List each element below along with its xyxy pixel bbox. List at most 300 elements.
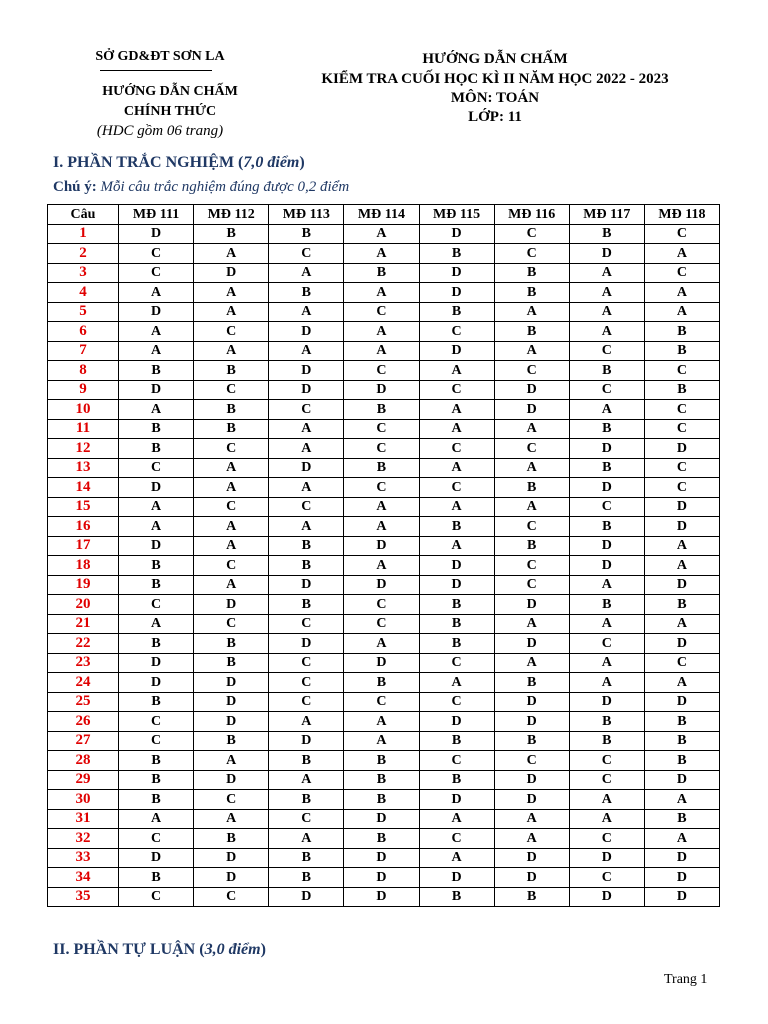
answer-cell: D — [569, 439, 644, 459]
answer-cell: A — [569, 263, 644, 283]
answer-cell: A — [569, 322, 644, 342]
question-number: 29 — [48, 770, 119, 790]
answer-cell: D — [119, 224, 194, 244]
answer-cell: D — [644, 517, 719, 537]
question-number: 25 — [48, 692, 119, 712]
table-row — [48, 770, 720, 790]
answer-cell: B — [119, 634, 194, 654]
header-exam-code: MĐ 115 — [419, 205, 494, 225]
answer-cell: B — [344, 829, 419, 849]
answer-cell: A — [419, 458, 494, 478]
answer-cell: B — [194, 400, 269, 420]
table-row — [48, 341, 720, 361]
answer-cell: C — [644, 224, 719, 244]
answer-cell: D — [119, 478, 194, 498]
answer-cell: C — [494, 224, 569, 244]
answer-cell: B — [119, 770, 194, 790]
answer-cell: A — [344, 224, 419, 244]
answer-cell: B — [419, 887, 494, 907]
answer-cell: C — [194, 614, 269, 634]
question-number: 30 — [48, 790, 119, 810]
question-number: 12 — [48, 439, 119, 459]
answer-cell: D — [344, 848, 419, 868]
answer-cell: A — [569, 809, 644, 829]
section-2-title: II. PHẦN TỰ LUẬN ( — [53, 941, 205, 958]
table-row — [48, 244, 720, 264]
answer-cell: D — [269, 575, 344, 595]
answer-cell: A — [269, 770, 344, 790]
section-2-heading — [53, 941, 266, 959]
answer-cell: B — [119, 790, 194, 810]
answer-cell: B — [494, 887, 569, 907]
answer-cell: C — [119, 731, 194, 751]
answer-cell: A — [119, 614, 194, 634]
table-row — [48, 731, 720, 751]
answer-cell: A — [269, 478, 344, 498]
answer-cell: B — [119, 575, 194, 595]
answer-cell: A — [494, 497, 569, 517]
section-1-close: ) — [299, 154, 305, 171]
answer-cell: D — [194, 673, 269, 693]
question-number: 4 — [48, 283, 119, 303]
question-number: 34 — [48, 868, 119, 888]
answer-cell: D — [644, 887, 719, 907]
answer-cell: A — [269, 712, 344, 732]
answer-cell: D — [119, 848, 194, 868]
answer-cell: A — [119, 341, 194, 361]
question-number: 1 — [48, 224, 119, 244]
table-row — [48, 614, 720, 634]
question-number: 14 — [48, 478, 119, 498]
answer-cell: A — [269, 263, 344, 283]
answer-cell: B — [419, 634, 494, 654]
answer-cell: C — [194, 497, 269, 517]
answer-cell: D — [344, 536, 419, 556]
answer-cell: D — [269, 634, 344, 654]
question-number: 7 — [48, 341, 119, 361]
answer-cell: A — [644, 614, 719, 634]
answer-cell: D — [344, 380, 419, 400]
answer-cell: B — [344, 770, 419, 790]
answer-cell: D — [494, 848, 569, 868]
question-number: 32 — [48, 829, 119, 849]
answer-cell: A — [119, 322, 194, 342]
question-number: 22 — [48, 634, 119, 654]
answer-cell: C — [494, 556, 569, 576]
answer-cell: B — [569, 458, 644, 478]
answer-cell: A — [194, 517, 269, 537]
question-number: 11 — [48, 419, 119, 439]
answer-cell: C — [569, 751, 644, 771]
question-number: 23 — [48, 653, 119, 673]
scoring-note-label: Chú ý: — [53, 179, 97, 195]
answer-cell: D — [644, 868, 719, 888]
answer-cell: C — [269, 673, 344, 693]
answer-cell: B — [194, 361, 269, 381]
answer-cell: C — [419, 653, 494, 673]
answer-cell: D — [269, 887, 344, 907]
answer-cell: A — [644, 536, 719, 556]
question-number: 6 — [48, 322, 119, 342]
answer-cell: A — [194, 751, 269, 771]
answer-cell: B — [569, 419, 644, 439]
answer-cell: B — [569, 224, 644, 244]
answer-cell: A — [569, 614, 644, 634]
answer-cell: D — [194, 848, 269, 868]
answer-cell: C — [644, 458, 719, 478]
answer-cell: C — [344, 692, 419, 712]
answer-cell: D — [569, 692, 644, 712]
question-number: 10 — [48, 400, 119, 420]
answer-cell: C — [194, 556, 269, 576]
answer-cell: B — [644, 712, 719, 732]
answer-cell: C — [194, 322, 269, 342]
answer-cell: D — [569, 887, 644, 907]
answer-cell: D — [569, 244, 644, 264]
answer-cell: B — [644, 595, 719, 615]
answer-cell: C — [269, 244, 344, 264]
question-number: 2 — [48, 244, 119, 264]
header-exam-code: MĐ 113 — [269, 205, 344, 225]
answer-cell: A — [269, 302, 344, 322]
table-row — [48, 263, 720, 283]
answer-cell: A — [194, 536, 269, 556]
answer-cell: D — [569, 556, 644, 576]
answer-cell: D — [644, 692, 719, 712]
answer-cell: C — [569, 497, 644, 517]
answer-cell: B — [269, 283, 344, 303]
answer-cell: A — [269, 829, 344, 849]
header-exam-code: MĐ 117 — [569, 205, 644, 225]
answer-cell: A — [194, 244, 269, 264]
answer-cell: A — [344, 244, 419, 264]
answer-cell: A — [569, 302, 644, 322]
answer-cell: A — [494, 653, 569, 673]
answer-cell: B — [644, 341, 719, 361]
answer-cell: B — [269, 790, 344, 810]
answer-cell: D — [569, 848, 644, 868]
answer-cell: C — [419, 322, 494, 342]
table-row — [48, 439, 720, 459]
answer-cell: D — [194, 868, 269, 888]
answer-cell: B — [419, 244, 494, 264]
answer-cell: A — [569, 673, 644, 693]
page-number: Trang 1 — [664, 972, 708, 987]
answer-cell: A — [344, 283, 419, 303]
answer-cell: A — [269, 439, 344, 459]
answer-cell: D — [344, 809, 419, 829]
answer-cell: D — [194, 263, 269, 283]
table-row — [48, 283, 720, 303]
answer-cell: B — [119, 556, 194, 576]
answer-cell: D — [494, 770, 569, 790]
answer-cell: D — [644, 848, 719, 868]
exam-title: KIỂM TRA CUỐI HỌC KÌ II NĂM HỌC 2022 - 2023 — [321, 71, 669, 87]
answer-cell: C — [344, 439, 419, 459]
answer-cell: D — [419, 341, 494, 361]
header-exam-code: MĐ 111 — [119, 205, 194, 225]
answer-cell: C — [644, 478, 719, 498]
answer-cell: C — [494, 517, 569, 537]
answer-cell: B — [419, 770, 494, 790]
header-exam-code: MĐ 112 — [194, 205, 269, 225]
answer-cell: C — [419, 829, 494, 849]
table-row — [48, 497, 720, 517]
answer-cell: A — [569, 283, 644, 303]
question-number: 35 — [48, 887, 119, 907]
header-exam-code: MĐ 118 — [644, 205, 719, 225]
question-number: 8 — [48, 361, 119, 381]
answer-cell: D — [119, 673, 194, 693]
table-row — [48, 400, 720, 420]
answer-cell: C — [269, 614, 344, 634]
section-1-heading — [53, 154, 305, 172]
question-number: 15 — [48, 497, 119, 517]
answer-cell: B — [644, 322, 719, 342]
answer-cell: B — [194, 224, 269, 244]
question-number: 33 — [48, 848, 119, 868]
table-row — [48, 868, 720, 888]
table-row — [48, 302, 720, 322]
answer-cell: C — [569, 770, 644, 790]
answer-cell: B — [494, 673, 569, 693]
answer-cell: B — [494, 478, 569, 498]
answer-cell: A — [569, 400, 644, 420]
answer-cell: D — [419, 712, 494, 732]
answer-cell: B — [269, 751, 344, 771]
answer-cell: C — [569, 380, 644, 400]
answer-cell: B — [494, 536, 569, 556]
answer-cell: B — [269, 536, 344, 556]
answer-cell: B — [119, 439, 194, 459]
answer-cell: A — [494, 419, 569, 439]
department-name: SỞ GD&ĐT SƠN LA — [95, 49, 225, 64]
table-row — [48, 751, 720, 771]
table-row — [48, 712, 720, 732]
department-underline — [100, 70, 212, 71]
left-title-official: CHÍNH THỨC — [123, 104, 217, 119]
answer-cell: A — [344, 712, 419, 732]
question-number: 26 — [48, 712, 119, 732]
answer-cell: C — [194, 380, 269, 400]
answer-cell: D — [494, 400, 569, 420]
answer-cell: A — [194, 302, 269, 322]
answer-cell: C — [494, 361, 569, 381]
question-number: 27 — [48, 731, 119, 751]
answer-cell: C — [569, 868, 644, 888]
answer-cell: D — [119, 536, 194, 556]
header-exam-code: MĐ 116 — [494, 205, 569, 225]
scoring-note-text: Mỗi câu trắc nghiệm đúng được 0,2 điểm — [96, 179, 350, 195]
answer-cell: A — [569, 790, 644, 810]
answer-cell: A — [644, 283, 719, 303]
answer-cell: A — [194, 341, 269, 361]
table-row — [48, 595, 720, 615]
answer-cell: C — [644, 653, 719, 673]
answer-cell: B — [269, 224, 344, 244]
answer-cell: B — [194, 731, 269, 751]
answer-cell: D — [344, 575, 419, 595]
answer-cell: A — [119, 283, 194, 303]
answer-cell: B — [119, 361, 194, 381]
table-row — [48, 653, 720, 673]
answer-cell: A — [644, 673, 719, 693]
table-row — [48, 575, 720, 595]
answer-cell: B — [344, 458, 419, 478]
answer-cell: B — [269, 556, 344, 576]
answer-cell: C — [419, 751, 494, 771]
answer-cell: B — [194, 653, 269, 673]
answer-cell: A — [119, 517, 194, 537]
answer-cell: B — [494, 322, 569, 342]
answer-cell: D — [269, 458, 344, 478]
table-row — [48, 322, 720, 342]
question-number: 24 — [48, 673, 119, 693]
section-1-title: I. PHẦN TRẮC NGHIỆM ( — [53, 154, 244, 171]
answer-cell: D — [494, 790, 569, 810]
answer-cell: C — [494, 575, 569, 595]
answer-cell: D — [194, 712, 269, 732]
answer-cell: A — [644, 829, 719, 849]
answer-cell: A — [344, 322, 419, 342]
answer-cell: C — [644, 361, 719, 381]
answer-cell: A — [344, 341, 419, 361]
answer-cell: C — [644, 263, 719, 283]
section-2-close: ) — [260, 941, 266, 958]
answer-cell: C — [194, 887, 269, 907]
right-title-guide: HƯỚNG DẪN CHẤM — [422, 51, 568, 67]
answer-cell: D — [644, 497, 719, 517]
answer-cell: B — [419, 731, 494, 751]
answer-cell: A — [419, 809, 494, 829]
answer-cell: D — [494, 868, 569, 888]
answer-cell: A — [119, 400, 194, 420]
answer-cell: D — [269, 322, 344, 342]
answer-cell: C — [344, 419, 419, 439]
answer-cell: C — [269, 400, 344, 420]
answer-cell: C — [644, 400, 719, 420]
answer-cell: C — [494, 244, 569, 264]
answer-cell: C — [194, 439, 269, 459]
table-row — [48, 673, 720, 693]
answer-cell: A — [419, 400, 494, 420]
answer-cell: A — [344, 556, 419, 576]
answer-cell: B — [269, 848, 344, 868]
answer-cell: C — [119, 712, 194, 732]
answer-cell: A — [194, 458, 269, 478]
answer-cell: D — [644, 575, 719, 595]
answer-cell: B — [269, 868, 344, 888]
answer-cell: D — [569, 478, 644, 498]
section-1-points: 7,0 điểm — [243, 154, 300, 171]
answer-cell: C — [419, 478, 494, 498]
answer-cell: A — [194, 809, 269, 829]
answer-cell: C — [644, 419, 719, 439]
question-number: 16 — [48, 517, 119, 537]
answer-cell: A — [419, 361, 494, 381]
answer-cell: D — [269, 731, 344, 751]
answer-cell: B — [494, 731, 569, 751]
answer-cell: B — [569, 595, 644, 615]
answer-cell: A — [569, 575, 644, 595]
question-number: 17 — [48, 536, 119, 556]
answer-cell: A — [494, 614, 569, 634]
answer-cell: D — [194, 770, 269, 790]
header-exam-code: MĐ 114 — [344, 205, 419, 225]
table-row — [48, 536, 720, 556]
answer-cell: C — [569, 634, 644, 654]
answer-cell: D — [494, 712, 569, 732]
answer-cell: B — [569, 361, 644, 381]
answer-cell: B — [569, 712, 644, 732]
answer-cell: A — [269, 419, 344, 439]
answer-cell: D — [269, 361, 344, 381]
answer-cell: A — [419, 497, 494, 517]
answer-cell: A — [194, 478, 269, 498]
answer-cell: A — [419, 848, 494, 868]
answer-cell: A — [569, 653, 644, 673]
answer-cell: D — [419, 575, 494, 595]
answer-cell: D — [419, 224, 494, 244]
answer-cell: B — [419, 302, 494, 322]
question-number: 28 — [48, 751, 119, 771]
answer-cell: A — [344, 731, 419, 751]
table-row — [48, 556, 720, 576]
answer-cell: A — [644, 244, 719, 264]
answer-cell: B — [269, 595, 344, 615]
answer-cell: C — [494, 751, 569, 771]
answer-cell: C — [269, 692, 344, 712]
answer-cell: D — [419, 283, 494, 303]
table-row — [48, 790, 720, 810]
answer-cell: A — [344, 634, 419, 654]
answer-cell: D — [119, 653, 194, 673]
question-number: 18 — [48, 556, 119, 576]
answer-cell: D — [419, 790, 494, 810]
answer-cell: A — [194, 283, 269, 303]
answer-cell: A — [419, 536, 494, 556]
answer-cell: C — [119, 595, 194, 615]
answer-cell: D — [644, 770, 719, 790]
answer-cell: B — [119, 868, 194, 888]
answer-cell: D — [419, 556, 494, 576]
table-row — [48, 887, 720, 907]
answer-cell: C — [119, 829, 194, 849]
answer-key-table — [47, 204, 720, 907]
answer-cell: A — [644, 790, 719, 810]
answer-cell: D — [344, 887, 419, 907]
answer-cell: A — [494, 302, 569, 322]
scoring-note — [53, 179, 349, 196]
answer-cell: C — [344, 302, 419, 322]
answer-cell: A — [194, 575, 269, 595]
answer-cell: B — [344, 751, 419, 771]
answer-cell: D — [569, 536, 644, 556]
answer-cell: B — [494, 263, 569, 283]
answer-cell: B — [419, 517, 494, 537]
answer-cell: D — [194, 692, 269, 712]
answer-cell: A — [494, 458, 569, 478]
answer-cell: C — [119, 244, 194, 264]
table-row — [48, 634, 720, 654]
answer-cell: A — [644, 302, 719, 322]
header-question: Câu — [48, 205, 119, 225]
answer-cell: D — [119, 380, 194, 400]
answer-cell: C — [119, 263, 194, 283]
answer-cell: C — [344, 478, 419, 498]
answer-cell: A — [419, 673, 494, 693]
answer-cell: B — [194, 419, 269, 439]
